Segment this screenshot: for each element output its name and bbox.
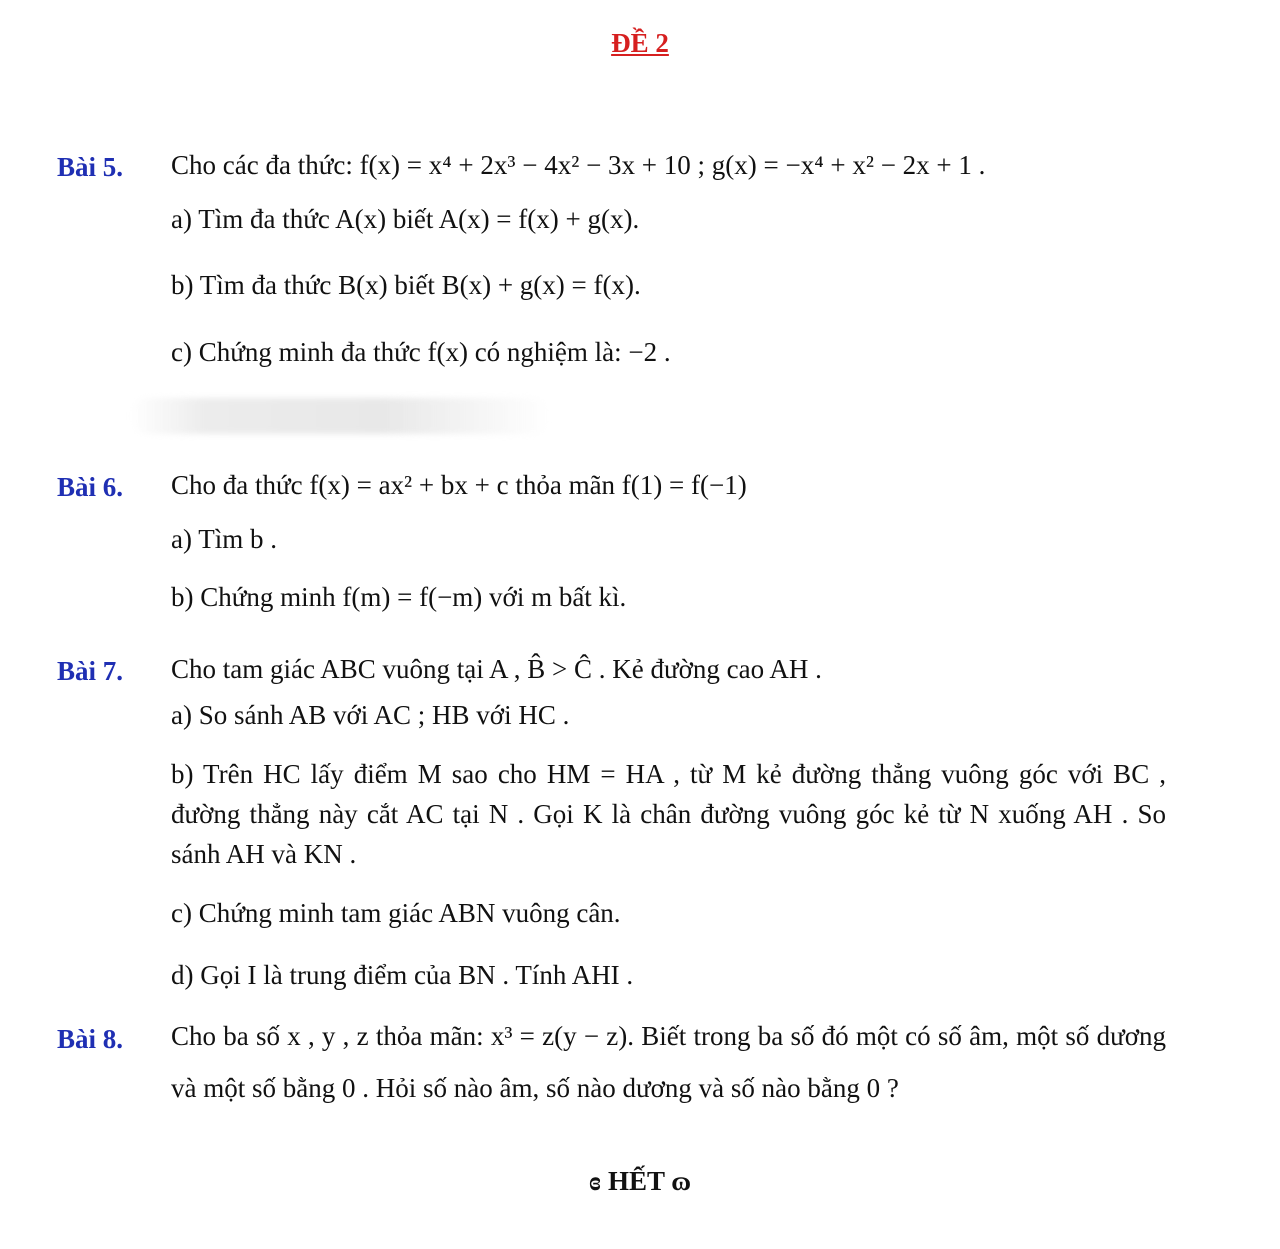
- problem-6-intro: Cho đa thức f(x) = ax² + bx + c thỏa mãn f(1) = f(−1): [171, 470, 747, 500]
- problem-5-part-c: c) Chứng minh đa thức f(x) có nghiệm là: −2 .: [171, 337, 671, 367]
- problem-7-label: Bài 7.: [57, 656, 124, 686]
- problem-5-part-a: a) Tìm đa thức A(x) biết A(x) = f(x) + g(x).: [171, 204, 640, 234]
- page-title: ĐỀ 2: [611, 28, 669, 58]
- problem-6-part-b: b) Chứng minh f(m) = f(−m) với m bất kì.: [171, 582, 627, 612]
- end-marker: ɞ HẾT ɷ: [588, 1166, 692, 1196]
- problem-8-label: Bài 8.: [57, 1024, 124, 1054]
- smudge-mark: [130, 398, 550, 434]
- problem-5-part-b: b) Tìm đa thức B(x) biết B(x) + g(x) = f(x).: [171, 270, 641, 300]
- problem-7-part-d: d) Gọi I là trung điểm của BN . Tính AHI .: [171, 960, 634, 990]
- problem-7-part-b: b) Trên HC lấy điểm M sao cho HM = HA , từ M kẻ đường thẳng vuông góc với BC , đường thẳng này cắt AC tại N . Gọi K là chân đường vuông góc kẻ từ N xuống AH . So sánh AH và KN .: [171, 759, 1166, 869]
- problem-6-part-a: a) Tìm b .: [171, 524, 277, 554]
- problem-7-intro: Cho tam giác ABC vuông tại A , B̂ > Ĉ . Kẻ đường cao AH .: [171, 654, 822, 684]
- problem-7-part-c: c) Chứng minh tam giác ABN vuông cân.: [171, 898, 621, 928]
- problem-6-label: Bài 6.: [57, 472, 124, 502]
- problem-5-intro: Cho các đa thức: f(x) = x⁴ + 2x³ − 4x² − 3x + 10 ; g(x) = −x⁴ + x² − 2x + 1 .: [171, 150, 986, 180]
- problem-7-part-a: a) So sánh AB với AC ; HB với HC .: [171, 700, 570, 730]
- problem-5-label: Bài 5.: [57, 152, 124, 182]
- problem-8-intro: Cho ba số x , y , z thỏa mãn: x³ = z(y − z). Biết trong ba số đó một có số âm, một số dương và một số bằng 0 . Hỏi số nào âm, số nào dương và số nào bằng 0 ?: [171, 1021, 1166, 1103]
